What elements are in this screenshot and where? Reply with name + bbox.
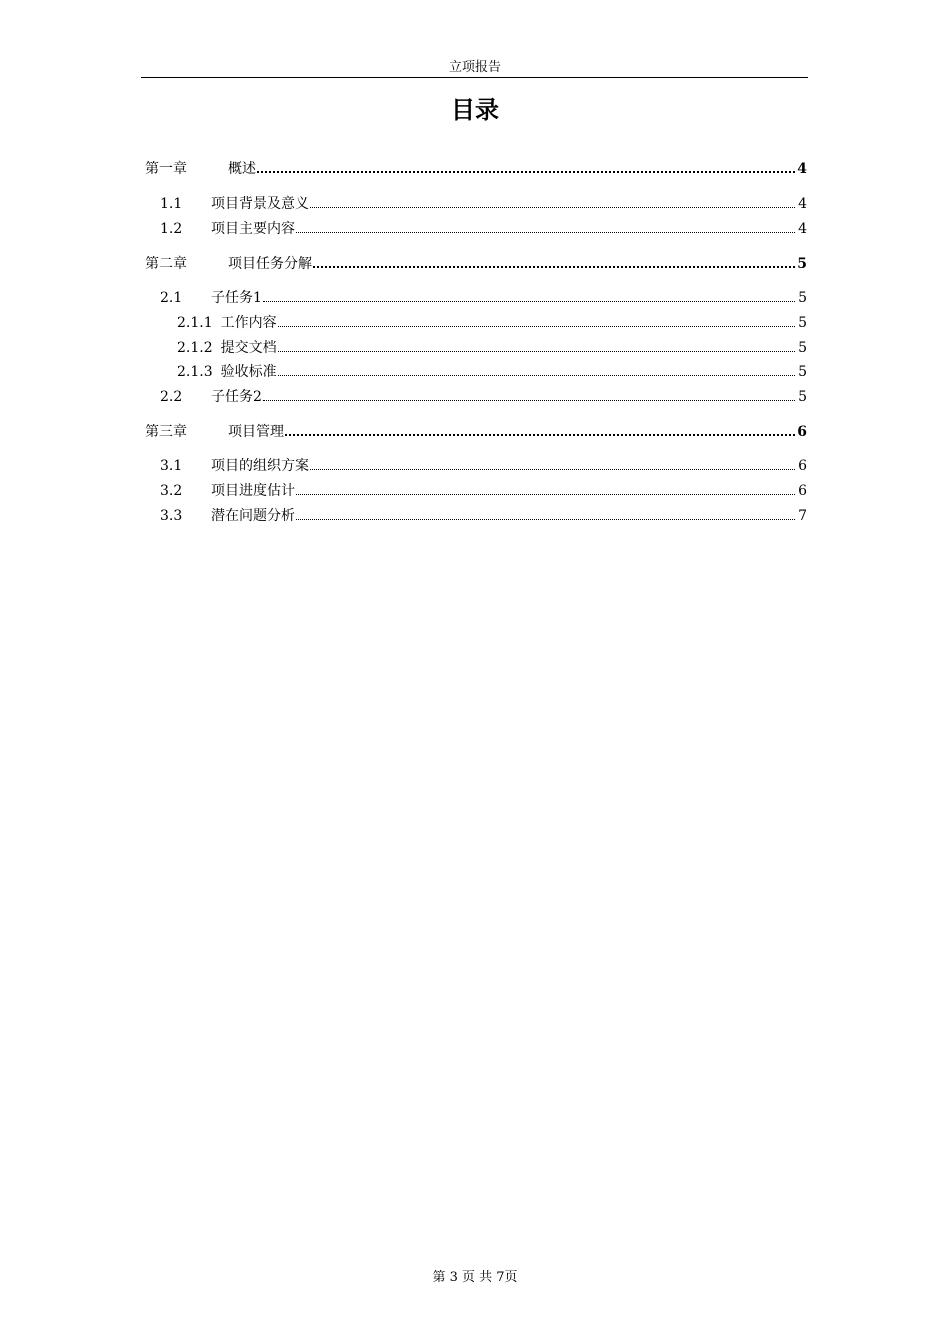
toc-entry-chapter-3[interactable] [145,421,807,441]
toc-entry-number: 3.1 [160,458,183,474]
toc-entry-text: 潜在问题分析 [211,508,295,524]
toc-entry-text: 项目背景及意义 [211,196,309,212]
toc-entry-text: 项目管理 [228,424,284,440]
toc-entry-2-1-2[interactable] [177,337,807,357]
toc-entry-text: 项目的组织方案 [211,458,309,474]
toc-dot-leader [278,326,795,327]
toc-entry-number: 1.1 [160,196,183,212]
toc-entry-page: 6 [798,458,807,474]
toc-entry-page: 6 [797,424,807,440]
toc-entry-text: 项目进度估计 [211,483,295,499]
page-header: 立项报告 [448,60,501,75]
toc-entry-number: 2.1 [160,290,183,306]
toc-entry-2-1-3[interactable] [177,361,807,381]
toc-entry-number: 2.1.3 [177,364,213,380]
toc-entry-text: 项目任务分解 [228,256,312,272]
toc-entry-page: 5 [798,389,807,405]
toc-dot-leader [310,469,795,470]
toc-dot-leader [313,266,795,268]
toc-entry-text: 提交文档 [220,340,277,356]
toc-entry-page: 4 [797,161,807,177]
toc-dot-leader [263,301,795,302]
toc-dot-leader [296,519,795,520]
toc-dot-leader [296,232,795,233]
toc-entry-number: 2.1.2 [177,340,213,356]
toc-entry-number: 第三章 [145,424,187,440]
toc-entry-page: 5 [798,290,807,306]
toc-entry-3-1[interactable] [160,455,807,475]
toc-entry-3-2[interactable] [160,480,807,500]
toc-entry-page: 5 [798,364,807,380]
toc-entry-number: 1.2 [160,221,183,237]
toc-entry-number: 第二章 [145,256,187,272]
toc-entry-page: 7 [798,508,807,524]
toc-entry-text: 验收标准 [220,364,277,380]
toc-entry-2-1-1[interactable] [177,312,807,332]
toc-entry-text: 项目主要内容 [211,221,295,237]
toc-entry-chapter-2[interactable] [145,253,807,273]
toc-entry-page: 5 [797,256,807,272]
toc-entry-page: 6 [798,483,807,499]
toc-entry-page: 4 [798,196,807,212]
toc-dot-leader [285,434,795,436]
toc-entry-page: 4 [798,221,807,237]
toc-entry-1-2[interactable] [160,218,807,238]
toc-entry-text: 概述 [228,161,256,177]
toc-entry-page: 5 [798,340,807,356]
toc-entry-number: 第一章 [145,161,187,177]
toc-dot-leader [278,375,795,376]
toc-dot-leader [278,351,795,352]
header-divider [141,77,808,78]
page-footer: 第 3 页 共 7页 [432,1270,518,1285]
toc-entry-page: 5 [798,315,807,331]
toc-dot-leader [257,171,795,173]
toc-entry-text: 工作内容 [220,315,277,331]
toc-entry-text: 子任务2 [211,389,262,405]
toc-entry-number: 2.1.1 [177,315,213,331]
toc-entry-number: 3.3 [160,508,183,524]
toc-entry-2-2[interactable] [160,386,807,406]
toc-entry-2-1[interactable] [160,287,807,307]
toc-entry-3-3[interactable] [160,505,807,525]
toc-dot-leader [263,400,795,401]
toc-entry-number: 2.2 [160,389,183,405]
toc-entry-number: 3.2 [160,483,183,499]
toc-entry-text: 子任务1 [211,290,262,306]
toc-entry-1-1[interactable] [160,193,807,213]
toc-dot-leader [310,207,795,208]
toc-entry-chapter-1[interactable] [145,158,807,178]
toc-title: 目录 [451,96,499,124]
toc-dot-leader [296,494,795,495]
